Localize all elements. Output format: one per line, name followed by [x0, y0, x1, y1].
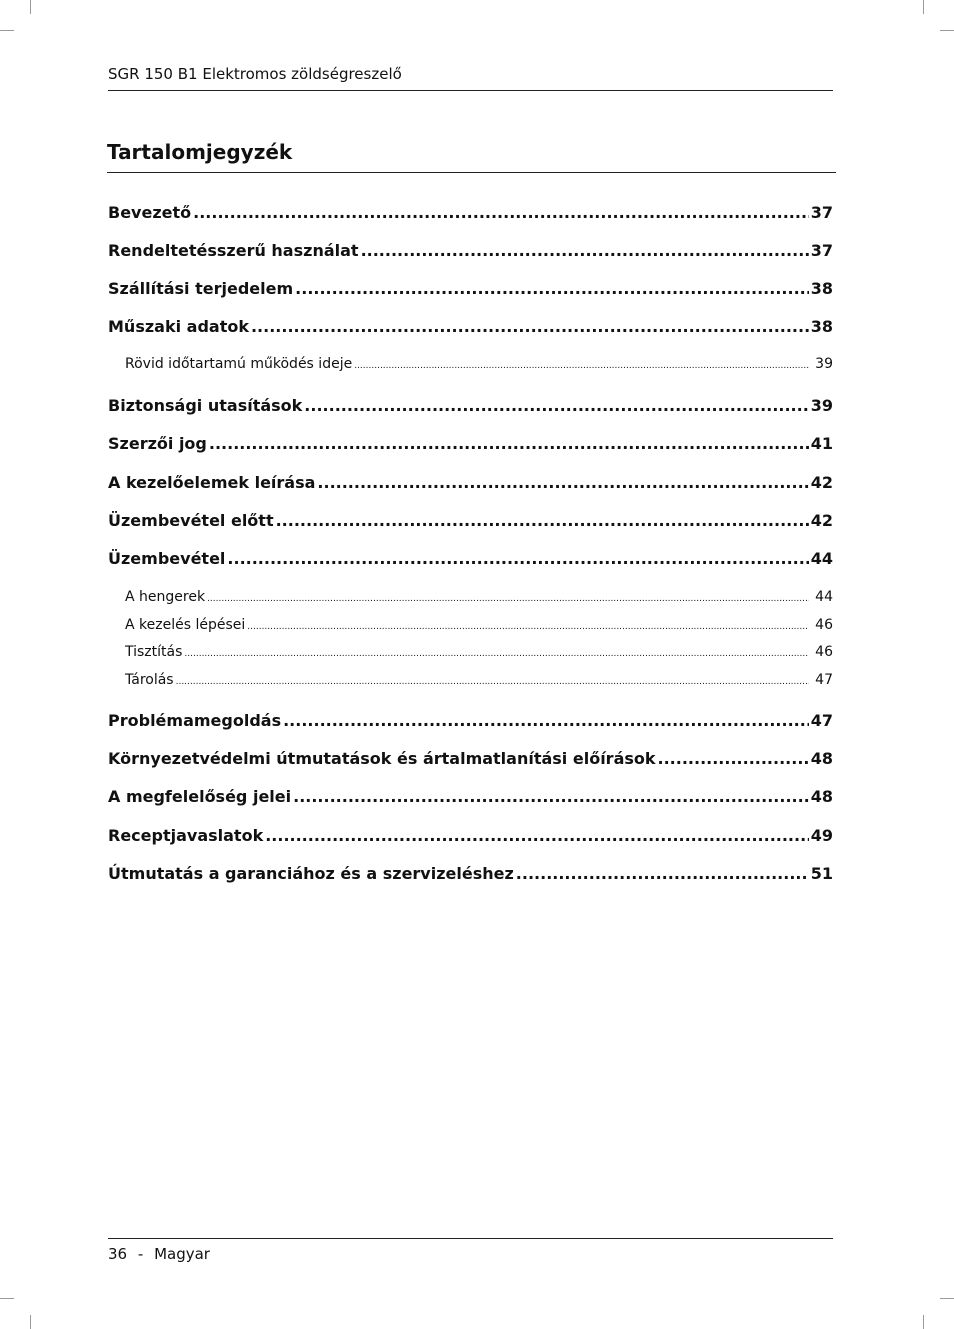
- toc-entry-label: Problémamegoldás: [108, 711, 282, 730]
- toc-entry-page: 48: [810, 749, 833, 768]
- toc-entry-page: 47: [810, 711, 833, 730]
- toc-entry-page: 51: [810, 864, 833, 883]
- toc-entry[interactable]: [108, 863, 833, 885]
- toc-entry-page: 46: [815, 644, 833, 660]
- toc-entry-page: 41: [810, 434, 833, 453]
- toc-entry-label: Műszaki adatok: [108, 317, 249, 336]
- toc-entry-label: Rövid időtartamú működés ideje: [125, 356, 353, 372]
- footer-separator: -: [137, 1245, 144, 1263]
- toc-entry-page: 42: [810, 511, 833, 530]
- crop-mark: [923, 0, 924, 14]
- toc-leader-dots: [516, 863, 809, 885]
- toc-leader-dots: [176, 672, 809, 692]
- toc-leader-dots: [658, 748, 809, 770]
- toc-entry-label: Receptjavaslatok: [108, 826, 264, 845]
- toc-entry-page: 42: [810, 473, 833, 492]
- toc-entry-page: 38: [810, 317, 833, 336]
- toc-entry-page: 44: [815, 589, 833, 605]
- toc-leader-dots: [361, 240, 809, 262]
- toc-leader-dots: [276, 510, 809, 532]
- toc-leader-dots: [295, 278, 809, 300]
- toc-leader-dots: [304, 395, 808, 417]
- page-footer: [108, 1238, 833, 1264]
- toc-entry-page: 39: [815, 356, 833, 372]
- toc-entry-label: Környezetvédelmi útmutatások és ártalmatlanítási előírások: [108, 749, 656, 768]
- toc-entry[interactable]: [108, 433, 833, 455]
- toc-entry[interactable]: [108, 710, 833, 732]
- toc-entry[interactable]: [108, 316, 833, 338]
- footer-language: Magyar: [154, 1245, 210, 1263]
- toc-leader-dots: [354, 356, 809, 376]
- toc-leader-dots: [317, 472, 808, 494]
- toc-entry-label: A hengerek: [125, 589, 206, 605]
- toc-entry[interactable]: [108, 240, 833, 262]
- toc-entry-label: Tárolás: [125, 672, 174, 688]
- crop-mark: [0, 30, 14, 31]
- toc-leader-dots: [247, 617, 809, 637]
- toc-subentry[interactable]: [125, 642, 833, 662]
- toc-leader-dots: [184, 644, 809, 664]
- crop-mark: [0, 1298, 14, 1299]
- toc-leader-dots: [283, 710, 809, 732]
- toc-heading: Tartalomjegyzék: [107, 138, 836, 173]
- toc-entry-label: A kezelés lépései: [125, 617, 246, 633]
- toc-entry-page: 38: [810, 279, 833, 298]
- footer-page-number: 36: [108, 1245, 128, 1263]
- toc-entry-page: 49: [810, 826, 833, 845]
- toc-entry[interactable]: [108, 748, 833, 770]
- toc-entry[interactable]: [108, 278, 833, 300]
- crop-mark: [923, 1315, 924, 1329]
- toc-entry-label: Szerzői jog: [108, 434, 207, 453]
- toc-entry-page: 37: [810, 241, 833, 260]
- toc-subentry[interactable]: [125, 354, 833, 374]
- toc-entry-page: 39: [810, 396, 833, 415]
- toc-entry[interactable]: [108, 786, 833, 808]
- toc-entry[interactable]: [108, 202, 833, 224]
- toc-subentry[interactable]: [125, 587, 833, 607]
- toc-entry-label: Útmutatás a garanciához és a szervizeléshez: [108, 864, 514, 883]
- toc-entry-label: Szállítási terjedelem: [108, 279, 294, 298]
- toc-entry-label: A kezelőelemek leírása: [108, 473, 316, 492]
- toc-subentry[interactable]: [125, 670, 833, 690]
- crop-mark: [940, 1298, 954, 1299]
- header-title: SGR 150 B1 Elektromos zöldségreszelő: [108, 65, 402, 83]
- crop-mark: [30, 0, 31, 14]
- toc-entry-page: 48: [810, 787, 833, 806]
- toc-entry-label: Tisztítás: [125, 644, 183, 660]
- toc-entry-page: 37: [810, 203, 833, 222]
- page-header: [108, 64, 833, 91]
- toc-leader-dots: [193, 202, 809, 224]
- toc-entry-page: 47: [815, 672, 833, 688]
- toc-entry-label: Biztonsági utasítások: [108, 396, 303, 415]
- toc-entry[interactable]: [108, 825, 833, 847]
- toc-entry-label: Bevezető: [108, 203, 192, 222]
- toc-leader-dots: [265, 825, 809, 847]
- toc-leader-dots: [293, 786, 809, 808]
- crop-mark: [30, 1315, 31, 1329]
- toc-entry-label: Rendeltetésszerű használat: [108, 241, 359, 260]
- toc-leader-dots: [207, 589, 809, 609]
- toc-entry[interactable]: [108, 472, 833, 494]
- crop-mark: [940, 30, 954, 31]
- toc-entry[interactable]: [108, 395, 833, 417]
- toc-entry-label: Üzembevétel: [108, 549, 226, 568]
- toc-entry-label: Üzembevétel előtt: [108, 511, 274, 530]
- toc-entry-page: 46: [815, 617, 833, 633]
- toc-leader-dots: [227, 548, 808, 570]
- toc-entry[interactable]: [108, 548, 833, 570]
- toc-entry-page: 44: [810, 549, 833, 568]
- toc-subentry[interactable]: [125, 615, 833, 635]
- toc-entry-label: A megfelelőség jelei: [108, 787, 292, 806]
- toc-leader-dots: [251, 316, 809, 338]
- toc-entry[interactable]: [108, 510, 833, 532]
- toc-leader-dots: [209, 433, 809, 455]
